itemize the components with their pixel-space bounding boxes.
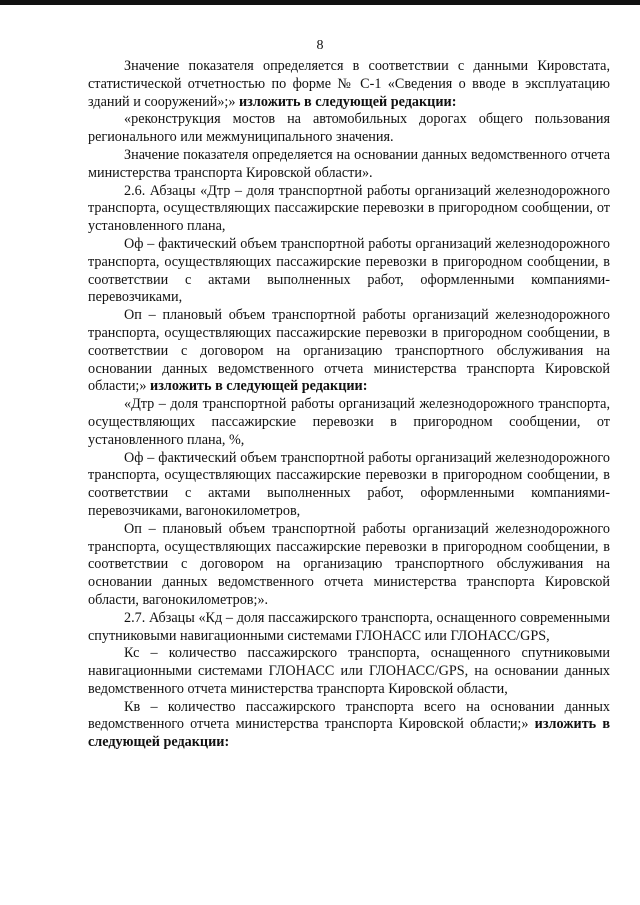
- paragraph-bold-text: изложить в следующей редакции:: [239, 93, 457, 110]
- paragraph-3: Значение показателя определяется на основании данных ведомственного отчета министерства транспорта Кировской области».: [88, 146, 610, 181]
- paragraph-bold-text: изложить в следующей редакции:: [88, 716, 611, 751]
- paragraph-text: Кв – количество пассажирского транспорта всего на основании данных ведомственного отчета министерства транспорта Кировской области;»: [88, 698, 610, 733]
- paragraph-7: «Дтр – доля транспортной работы организаций железнодорожного транспорта, осуществляющих пассажирские перевозки в пригородном сообщении, от установленного плана, %,: [88, 396, 610, 448]
- paragraph-10: 2.7. Абзацы «Кд – доля пассажирского транспорта, оснащенного современными спутниковыми навигационными системами ГЛОНАСС или ГЛОНАСС/GPS,: [88, 609, 610, 644]
- paragraph-8: Оф – фактический объем транспортной работы организаций железнодорожного транспорта, осуществляющих пассажирские перевозки в пригородном сообщении, в соответствии с актами выполненных работ, оформленными компаниями-перевозчиками, вагонокилометров,: [88, 449, 610, 519]
- top-border-rule: [0, 0, 640, 5]
- paragraph-text: Оп – плановый объем транспортной работы организаций железнодорожного транспорта, осуществляющих пассажирские перевозки в пригородном сообщении, в соответствии с договором на организацию транспортного обслуживания на основании данных ведомственного отчета министерства транспорта Кировской области;»: [88, 307, 610, 395]
- paragraph-bold-text: изложить в следующей редакции:: [150, 378, 368, 395]
- paragraph-2: «реконструкция мостов на автомобильных дорогах общего пользования регионального или межмуниципального значения.: [88, 111, 610, 146]
- page-number: 8: [316, 38, 324, 53]
- paragraph-4: 2.6. Абзацы «Дтр – доля транспортной работы организаций железнодорожного транспорта, осуществляющих пассажирские перевозки в пригородном сообщении, от установленного плана,: [88, 182, 610, 235]
- paragraph-text: Значение показателя определяется в соответствии с данными Кировстата, статистической отчетностью по форме № С-1 «Сведения о вводе в эксплуатацию зданий и сооружений»;»: [88, 58, 610, 110]
- paragraph-9: Оп – плановый объем транспортной работы организаций железнодорожного транспорта, осуществляющих пассажирские перевозки в пригородном сообщении, в соответствии с договором на организацию транспортного обслуживания на основании данных ведомственного отчета министерства транспорта Кировской области, вагонокилометров;».: [88, 520, 610, 608]
- paragraph-12: [88, 699, 610, 752]
- paragraph-5: Оф – фактический объем транспортной работы организаций железнодорожного транспорта, осуществляющих пассажирские перевозки в пригородном сообщении, в соответствии с актами выполненных работ, оформленными компаниями-перевозчиками,: [88, 235, 610, 306]
- paragraph-6: [88, 307, 610, 396]
- paragraph-1: [88, 58, 610, 111]
- paragraph-11: Кс – количество пассажирского транспорта, оснащенного спутниковыми навигационными системами ГЛОНАСС или ГЛОНАСС/GPS, на основании данных ведомственного отчета министерства транспорта Кировской области,: [88, 645, 610, 697]
- document-body: [88, 58, 610, 752]
